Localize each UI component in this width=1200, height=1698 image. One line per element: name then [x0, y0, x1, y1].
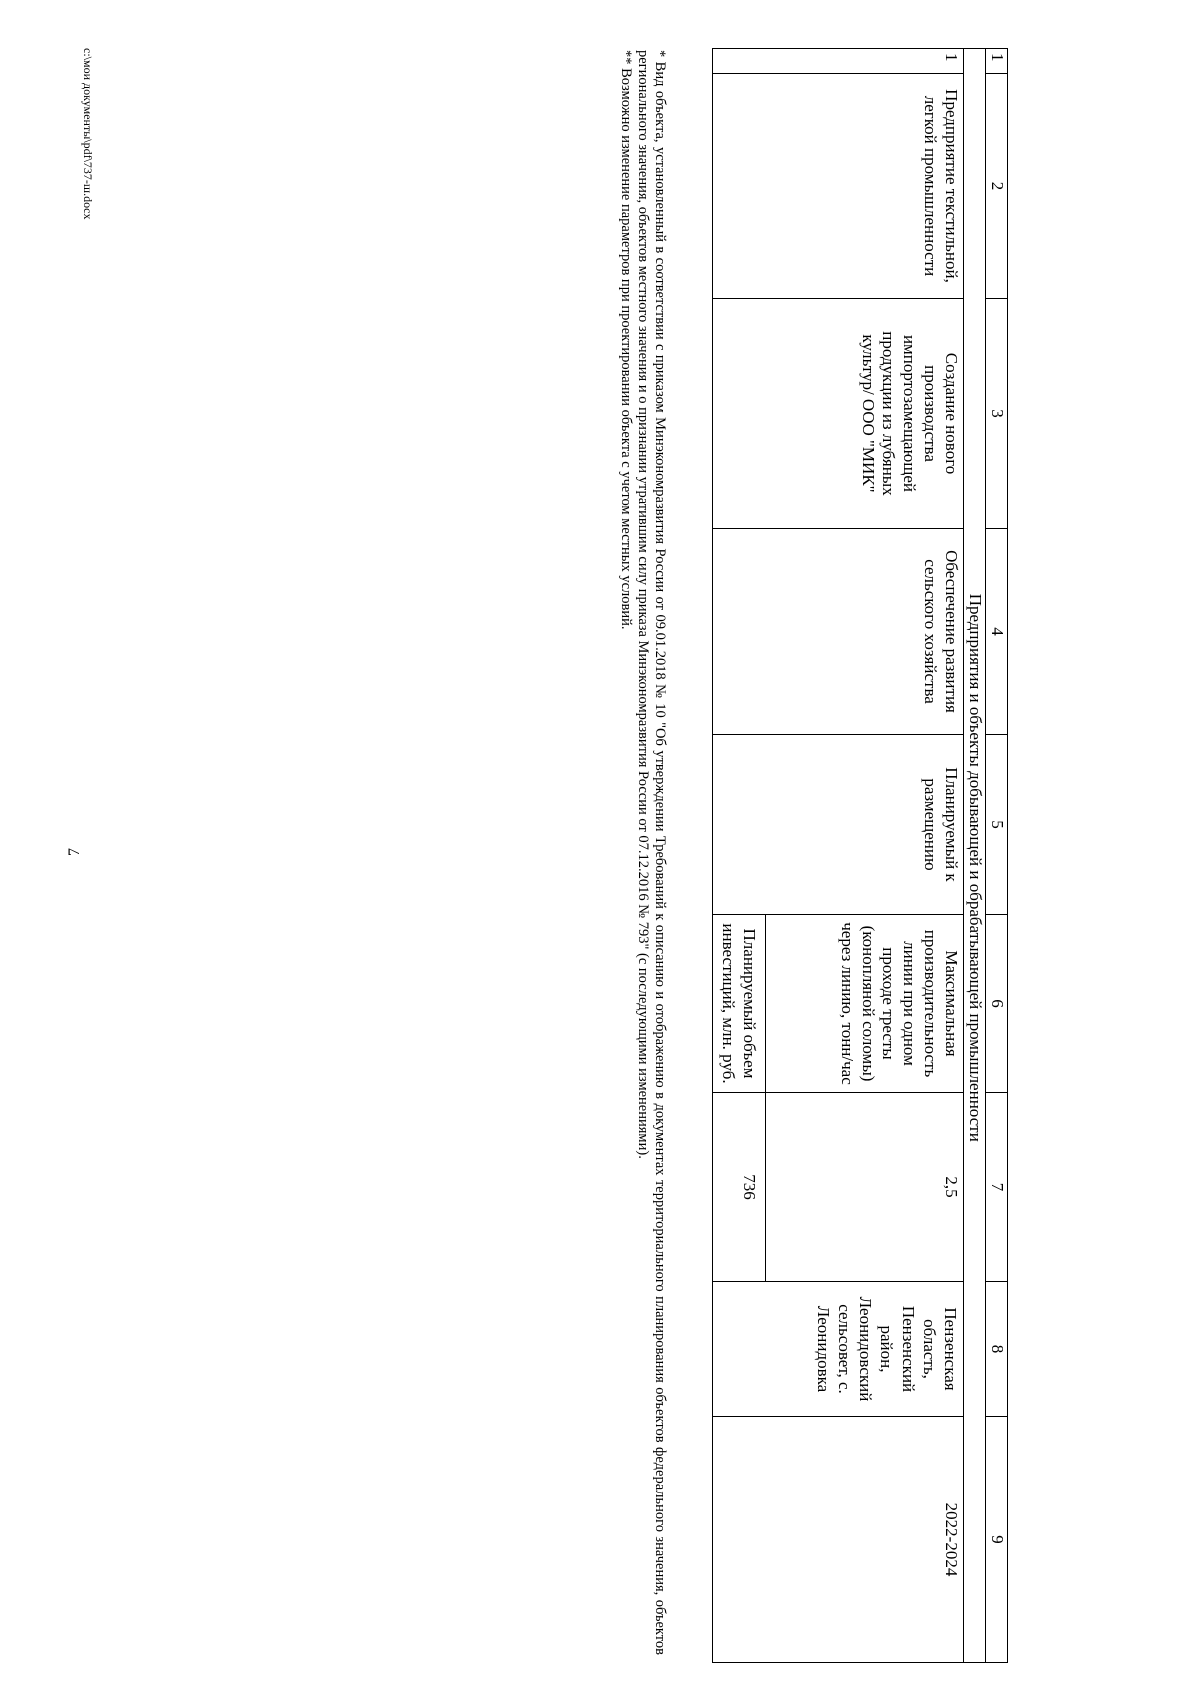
column-number: 4 [986, 529, 1008, 735]
parameters-names [713, 915, 964, 1093]
row-number: 1 [713, 49, 964, 74]
footnotes [618, 50, 668, 1655]
column-number: 7 [986, 1093, 1008, 1282]
file-path: c:\мои документы\pdf\737-ш.docx [81, 48, 95, 220]
object-purpose: Обеспечение развития сельского хозяйства [713, 529, 964, 735]
section-row [964, 49, 986, 1663]
param2-value: 736 [734, 1093, 766, 1281]
object-description: Создание нового производства импортозамещающей продукции из лубяных культур/ ООО "МИК" [713, 299, 964, 529]
table-row [713, 49, 964, 1663]
column-number: 5 [986, 735, 1008, 915]
section-title: Предприятия и объекты добывающей и обрабатывающей промышленности [964, 74, 986, 1663]
column-number: 8 [986, 1282, 1008, 1417]
param1-value: 2,5 [942, 1176, 962, 1198]
section-spacer [964, 49, 986, 74]
footnote-2: ** Возможно изменение параметров при проектировании объекта с учетом местных условий. [618, 50, 635, 630]
column-number: 3 [986, 299, 1008, 529]
column-number-row [986, 49, 1008, 1663]
param1-name: Максимальная производительность линии при одном проходе тресты (конопляной соломы) через линию, тонн/час [837, 922, 962, 1085]
object-location: Пензенская область, Пензенский район, Леонидовский сельсовет, с. Леонидовка [713, 1282, 964, 1417]
implementation-period: 2022-2024 [713, 1417, 964, 1663]
column-number: 1 [986, 49, 1008, 74]
column-number: 6 [986, 915, 1008, 1093]
parameters-values [713, 1093, 964, 1282]
footnote-1: * Вид объекта, установленный в соответствии с приказом Минэкономразвития России от 09.01.2018 № 10 "Об утверждении Требований к описанию и отображению в документах территориального планирования объектов федерального значения, объектов регионального значения, объектов местного значения и о признании утратившим силу приказа Минэкономразвития России от 07.12.2016 № 793" (с последующими изменениями). [635, 50, 668, 1655]
column-number: 9 [986, 1417, 1008, 1663]
rotated-page-content [0, 48, 1008, 1668]
column-number: 2 [986, 74, 1008, 299]
page-number: 7 [66, 848, 83, 856]
param2-name: Планируемый объем инвестиций, млн. руб. [713, 915, 766, 1092]
object-name: Предприятие текстильной, легкой промышленности [713, 74, 964, 299]
objects-table [712, 48, 1008, 1663]
object-status: Планируемый к размещению [713, 735, 964, 915]
